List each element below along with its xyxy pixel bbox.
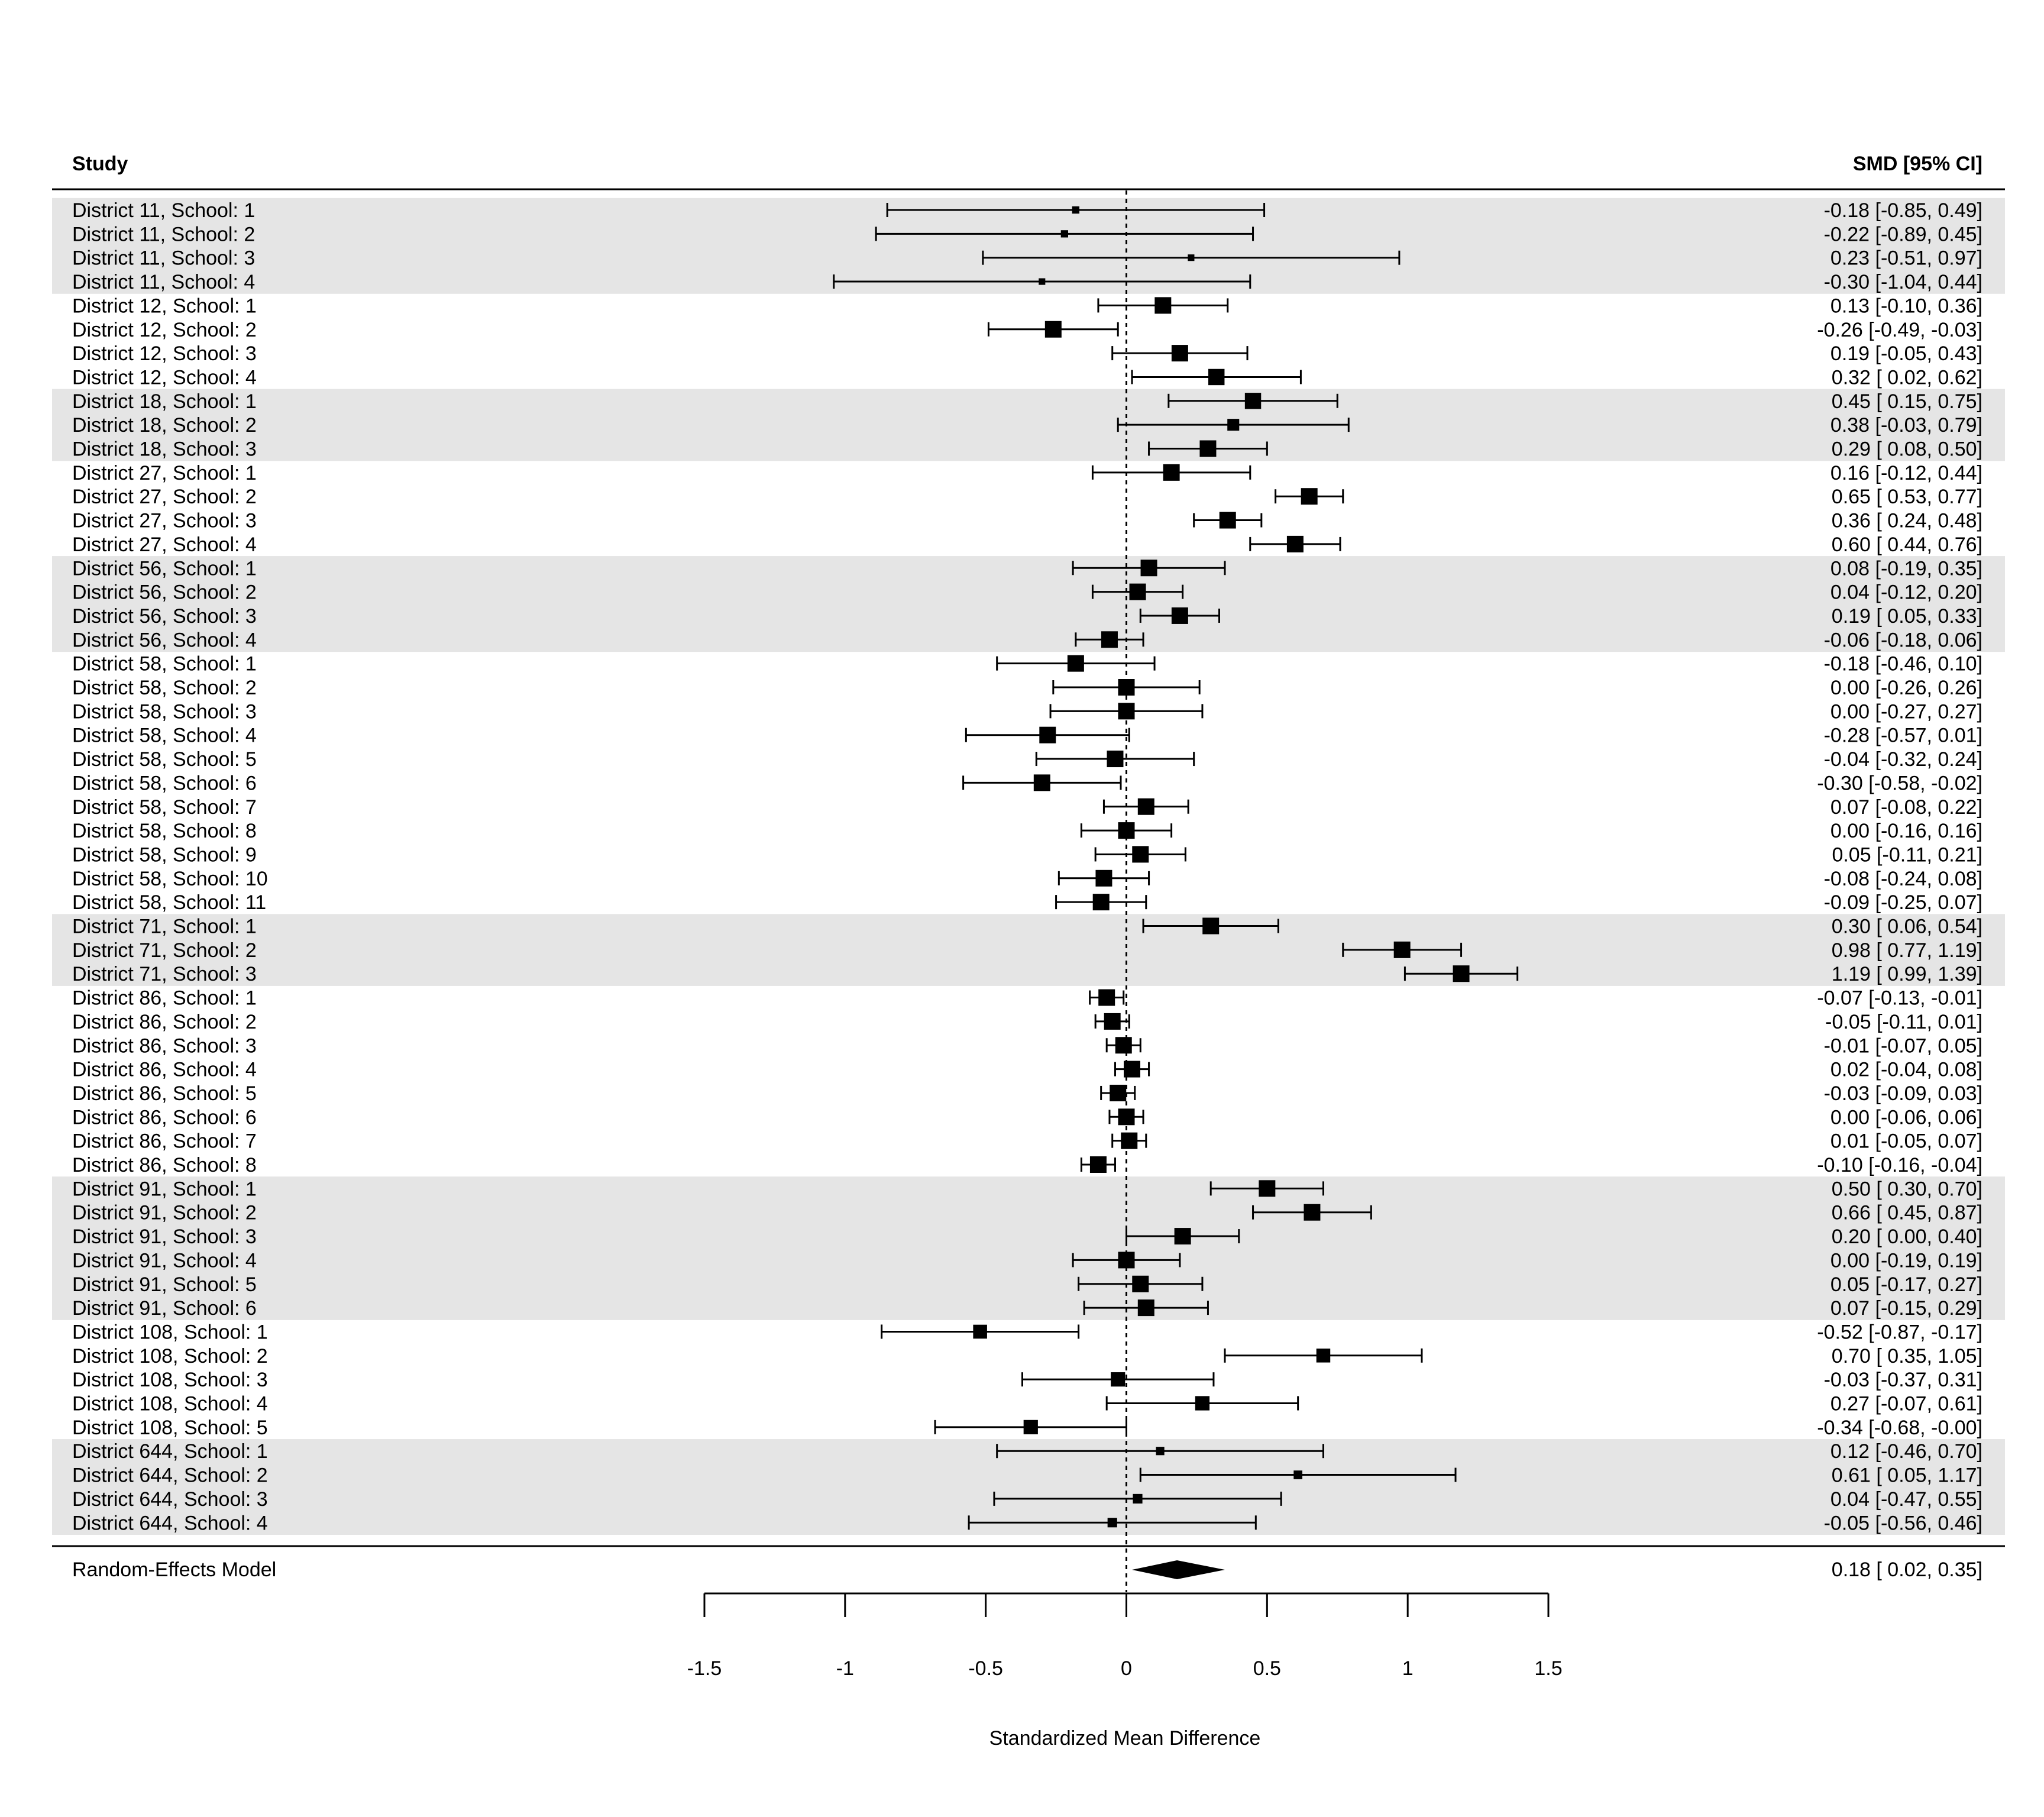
study-row (72, 796, 1982, 819)
point-estimate (1301, 488, 1318, 505)
study-row (72, 342, 1982, 365)
shaded-row-bands (52, 198, 2005, 1535)
point-estimate (1118, 1108, 1135, 1125)
study-ci-text: 0.13 [-0.10, 0.36] (1830, 295, 1982, 318)
study-row (72, 772, 1982, 794)
study-label: District 108, School: 2 (72, 1344, 268, 1367)
study-row (72, 891, 1982, 914)
x-tick-label: 0 (1121, 1657, 1132, 1680)
header-study: Study (72, 153, 128, 175)
study-label: District 12, School: 4 (72, 366, 257, 389)
study-row (72, 1154, 1982, 1176)
study-ci-text: 1.19 [ 0.99, 1.39] (1831, 963, 1982, 986)
study-ci-text: -0.04 [-0.32, 0.24] (1823, 748, 1982, 771)
point-estimate (1287, 536, 1304, 552)
x-tick-label: -1 (836, 1657, 854, 1680)
study-label: District 71, School: 1 (72, 915, 257, 938)
study-ci-text: 0.50 [ 0.30, 0.70] (1831, 1178, 1982, 1201)
study-ci-text: -0.18 [-0.46, 0.10] (1823, 652, 1982, 675)
study-label: District 18, School: 1 (72, 390, 257, 413)
point-estimate (1293, 1470, 1302, 1479)
study-row (72, 1369, 1982, 1391)
study-ci-text: 0.65 [ 0.53, 0.77] (1831, 486, 1982, 509)
point-estimate (1095, 870, 1112, 887)
study-label: District 58, School: 6 (72, 772, 257, 795)
point-estimate (1245, 393, 1261, 409)
study-ci-text: 0.07 [-0.15, 0.29] (1830, 1297, 1982, 1320)
study-ci-text: 0.20 [ 0.00, 0.40] (1831, 1226, 1982, 1249)
study-ci-text: 0.61 [ 0.05, 1.17] (1831, 1464, 1982, 1487)
study-ci-text: 0.00 [-0.27, 0.27] (1830, 700, 1982, 723)
shaded-band (52, 1272, 2005, 1297)
study-row (72, 1106, 1982, 1129)
study-label: District 58, School: 3 (72, 700, 257, 723)
study-ci-text: 0.45 [ 0.15, 0.75] (1831, 390, 1982, 413)
shaded-band (52, 413, 2005, 437)
point-estimate (1108, 1518, 1117, 1527)
study-label: District 71, School: 2 (72, 939, 257, 962)
point-estimate (1394, 942, 1411, 958)
shaded-band (52, 437, 2005, 461)
shaded-band (52, 962, 2005, 986)
study-label: District 12, School: 3 (72, 342, 257, 366)
shaded-band (52, 938, 2005, 962)
study-row (72, 1345, 1982, 1367)
study-row (72, 295, 1982, 317)
point-estimate (1202, 918, 1219, 935)
study-row (72, 1082, 1982, 1105)
point-estimate (1107, 751, 1123, 767)
study-ci-text: -0.05 [-0.11, 0.01] (1825, 1010, 1982, 1033)
point-estimate (1093, 894, 1110, 910)
study-ci-text: -0.09 [-0.25, 0.07] (1823, 891, 1982, 914)
study-label: District 71, School: 3 (72, 963, 257, 986)
study-label: District 11, School: 3 (72, 247, 256, 270)
study-label: District 27, School: 1 (72, 461, 257, 484)
study-label: District 108, School: 1 (72, 1321, 268, 1344)
point-estimate (1141, 560, 1157, 576)
point-estimate (1118, 822, 1135, 839)
study-ci-text: -0.30 [-0.58, -0.02] (1817, 772, 1982, 795)
shaded-band (52, 389, 2005, 413)
study-row (72, 1393, 1982, 1415)
shaded-band (52, 628, 2005, 652)
study-label: District 11, School: 4 (72, 271, 256, 294)
study-label: District 644, School: 4 (72, 1512, 268, 1535)
shaded-band (52, 1296, 2005, 1320)
point-estimate (1132, 1276, 1149, 1292)
study-label: District 86, School: 4 (72, 1058, 257, 1081)
x-axis (687, 1593, 1563, 1680)
point-estimate (1138, 1299, 1154, 1316)
point-estimate (1101, 631, 1118, 648)
study-label: District 86, School: 3 (72, 1034, 257, 1058)
study-ci-text: 0.02 [-0.04, 0.08] (1830, 1058, 1982, 1081)
study-row (72, 725, 1982, 747)
point-estimate (1453, 965, 1470, 982)
point-estimate (1199, 441, 1216, 457)
point-estimate (1154, 297, 1171, 313)
study-label: District 91, School: 1 (72, 1178, 257, 1201)
study-ci-text: 0.00 [-0.06, 0.06] (1830, 1106, 1982, 1129)
study-label: District 58, School: 7 (72, 796, 257, 819)
study-row (72, 1417, 1982, 1439)
study-label: District 91, School: 2 (72, 1201, 257, 1224)
study-label: District 86, School: 7 (72, 1130, 257, 1153)
study-ci-text: -0.52 [-0.87, -0.17] (1817, 1321, 1982, 1344)
study-label: District 91, School: 4 (72, 1249, 257, 1272)
study-row (72, 700, 1982, 723)
shaded-band (52, 556, 2005, 580)
study-row (72, 534, 1982, 556)
study-ci-text: 0.05 [-0.11, 0.21] (1832, 843, 1982, 867)
study-ci-text: -0.10 [-0.16, -0.04] (1817, 1154, 1982, 1176)
shaded-band (52, 1201, 2005, 1225)
study-label: District 108, School: 3 (72, 1369, 268, 1392)
shaded-band (52, 914, 2005, 938)
study-label: District 58, School: 2 (72, 677, 257, 699)
study-ci-text: -0.06 [-0.18, 0.06] (1823, 629, 1982, 652)
study-ci-text: 0.00 [-0.19, 0.19] (1830, 1249, 1982, 1272)
point-estimate (973, 1325, 987, 1339)
point-estimate (1304, 1204, 1320, 1221)
point-estimate (1163, 464, 1180, 481)
study-ci-text: 0.19 [ 0.05, 0.33] (1831, 604, 1982, 628)
study-ci-text: 0.04 [-0.47, 0.55] (1830, 1488, 1982, 1511)
study-ci-text: -0.07 [-0.13, -0.01] (1817, 987, 1982, 1010)
x-tick-label: 0.5 (1253, 1657, 1281, 1680)
study-ci-text: 0.00 [-0.16, 0.16] (1830, 820, 1982, 843)
point-estimate (1024, 1420, 1038, 1434)
x-tick-label: 1.5 (1534, 1657, 1563, 1680)
study-ci-text: 0.70 [ 0.35, 1.05] (1831, 1344, 1982, 1367)
study-row (72, 1011, 1982, 1033)
study-label: District 86, School: 8 (72, 1154, 257, 1176)
study-ci-text: -0.30 [-1.04, 0.44] (1823, 271, 1982, 294)
study-label: District 86, School: 5 (72, 1082, 257, 1105)
point-estimate (1132, 846, 1149, 862)
study-row (72, 1034, 1982, 1057)
study-ci-text: -0.03 [-0.37, 0.31] (1823, 1369, 1982, 1392)
study-ci-text: -0.22 [-0.89, 0.45] (1823, 223, 1982, 246)
study-ci-text: 0.23 [-0.51, 0.97] (1830, 247, 1982, 270)
shaded-band (52, 604, 2005, 628)
study-label: District 27, School: 4 (72, 533, 257, 556)
study-label: District 12, School: 2 (72, 318, 257, 341)
study-row (72, 677, 1982, 699)
study-label: District 644, School: 2 (72, 1464, 268, 1487)
point-estimate (1039, 278, 1045, 284)
point-estimate (1110, 1085, 1126, 1101)
study-label: District 108, School: 5 (72, 1416, 268, 1439)
point-estimate (1175, 1228, 1191, 1244)
study-ci-text: -0.28 [-0.57, 0.01] (1823, 724, 1982, 747)
study-label: District 91, School: 3 (72, 1226, 257, 1249)
study-ci-text: 0.60 [ 0.44, 0.76] (1831, 533, 1982, 556)
study-row (72, 1130, 1982, 1153)
point-estimate (1124, 1061, 1140, 1078)
study-ci-text: 0.38 [-0.03, 0.79] (1830, 414, 1982, 437)
point-estimate (1072, 206, 1079, 214)
study-row (72, 843, 1982, 866)
study-ci-text: 0.98 [ 0.77, 1.19] (1831, 939, 1982, 962)
point-estimate (1115, 1037, 1132, 1053)
study-ci-text: -0.03 [-0.09, 0.03] (1823, 1082, 1982, 1105)
summary-ci-text: 0.18 [ 0.02, 0.35] (1831, 1559, 1982, 1581)
point-estimate (1172, 345, 1188, 361)
point-estimate (1045, 321, 1062, 338)
study-ci-text: -0.26 [-0.49, -0.03] (1817, 318, 1982, 341)
study-row (72, 1321, 1982, 1343)
header-smd-ci: SMD [95% CI] (1852, 153, 1982, 175)
point-estimate (1138, 798, 1154, 815)
point-estimate (1118, 1252, 1135, 1268)
point-estimate (1259, 1180, 1275, 1197)
study-label: District 56, School: 4 (72, 629, 257, 652)
study-ci-text: 0.00 [-0.26, 0.26] (1830, 677, 1982, 699)
study-row (72, 1059, 1982, 1081)
study-row (72, 820, 1982, 842)
study-row (72, 510, 1982, 532)
study-row (72, 486, 1982, 508)
study-ci-text: -0.05 [-0.56, 0.46] (1823, 1512, 1982, 1535)
study-label: District 56, School: 3 (72, 604, 257, 628)
study-ci-text: 0.30 [ 0.06, 0.54] (1831, 915, 1982, 938)
point-estimate (1188, 254, 1194, 261)
x-tick-label: -0.5 (968, 1657, 1003, 1680)
study-label: District 644, School: 3 (72, 1488, 268, 1511)
shaded-band (52, 580, 2005, 604)
shaded-band (52, 1224, 2005, 1249)
study-ci-text: 0.32 [ 0.02, 0.62] (1831, 366, 1982, 389)
study-ci-text: 0.05 [-0.17, 0.27] (1830, 1273, 1982, 1296)
study-row (72, 319, 1982, 341)
study-ci-text: 0.12 [-0.46, 0.70] (1830, 1440, 1982, 1463)
study-label: District 108, School: 4 (72, 1392, 268, 1415)
summary-diamond (1132, 1560, 1225, 1579)
study-label: District 11, School: 1 (72, 199, 256, 222)
study-label: District 58, School: 4 (72, 724, 257, 747)
study-ci-text: 0.27 [-0.07, 0.61] (1830, 1392, 1982, 1415)
study-label: District 58, School: 10 (72, 867, 268, 890)
point-estimate (1227, 419, 1239, 431)
x-tick-label: -1.5 (687, 1657, 722, 1680)
point-estimate (1111, 1372, 1125, 1386)
point-estimate (1172, 607, 1188, 624)
point-estimate (1121, 1133, 1137, 1149)
point-estimate (1090, 1156, 1107, 1173)
study-label: District 91, School: 6 (72, 1297, 257, 1320)
study-row (72, 653, 1982, 675)
study-ci-text: 0.19 [-0.05, 0.43] (1830, 342, 1982, 366)
point-estimate (1156, 1447, 1164, 1455)
study-ci-text: 0.04 [-0.12, 0.20] (1830, 581, 1982, 604)
study-label: District 11, School: 2 (72, 223, 256, 246)
study-label: District 27, School: 2 (72, 486, 257, 509)
study-ci-text: 0.36 [ 0.24, 0.48] (1831, 509, 1982, 532)
study-ci-text: 0.66 [ 0.45, 0.87] (1831, 1201, 1982, 1224)
study-label: District 86, School: 6 (72, 1106, 257, 1129)
x-axis-label: Standardized Mean Difference (989, 1727, 1261, 1750)
shaded-band (52, 1176, 2005, 1201)
point-estimate (1039, 727, 1056, 743)
study-ci-text: 0.07 [-0.08, 0.22] (1830, 796, 1982, 819)
study-ci-text: -0.01 [-0.07, 0.05] (1823, 1034, 1982, 1058)
study-ci-text: 0.16 [-0.12, 0.44] (1830, 461, 1982, 484)
study-row (72, 748, 1982, 771)
study-label: District 58, School: 8 (72, 820, 257, 843)
study-label: District 56, School: 1 (72, 557, 257, 580)
study-ci-text: 0.01 [-0.05, 0.07] (1830, 1130, 1982, 1153)
point-estimate (1220, 512, 1236, 529)
point-estimate (1061, 230, 1068, 237)
study-label: District 91, School: 5 (72, 1273, 257, 1296)
study-label: District 86, School: 2 (72, 1010, 257, 1033)
point-estimate (1104, 1013, 1121, 1030)
point-estimate (1195, 1396, 1209, 1410)
point-estimate (1130, 584, 1146, 600)
study-label: District 27, School: 3 (72, 509, 257, 532)
shaded-band (52, 1463, 2005, 1487)
point-estimate (1208, 369, 1224, 385)
study-label: District 12, School: 1 (72, 295, 257, 318)
study-label: District 58, School: 11 (72, 891, 267, 914)
study-label: District 58, School: 9 (72, 843, 257, 867)
study-ci-text: -0.08 [-0.24, 0.08] (1823, 867, 1982, 890)
point-estimate (1118, 703, 1135, 719)
study-label: District 86, School: 1 (72, 987, 257, 1010)
study-row (72, 462, 1982, 484)
point-estimate (1133, 1494, 1142, 1504)
x-tick-label: 1 (1402, 1657, 1414, 1680)
study-label: District 56, School: 2 (72, 581, 257, 604)
study-label: District 58, School: 1 (72, 652, 257, 675)
study-row (72, 987, 1982, 1010)
point-estimate (1034, 774, 1050, 791)
shaded-band (52, 1248, 2005, 1272)
point-estimate (1068, 655, 1084, 672)
point-estimate (1118, 679, 1135, 696)
summary-label: Random-Effects Model (72, 1559, 277, 1581)
study-row (72, 868, 1982, 890)
study-row (72, 366, 1982, 389)
study-ci-text: -0.18 [-0.85, 0.49] (1823, 199, 1982, 222)
study-ci-text: 0.29 [ 0.08, 0.50] (1831, 438, 1982, 461)
study-label: District 18, School: 3 (72, 438, 257, 461)
study-ci-text: -0.34 [-0.68, -0.00] (1817, 1416, 1982, 1439)
study-ci-text: 0.08 [-0.19, 0.35] (1830, 557, 1982, 580)
point-estimate (1098, 990, 1115, 1006)
point-estimate (1317, 1349, 1331, 1363)
study-label: District 644, School: 1 (72, 1440, 268, 1463)
study-label: District 58, School: 5 (72, 748, 257, 771)
study-label: District 18, School: 2 (72, 414, 257, 437)
